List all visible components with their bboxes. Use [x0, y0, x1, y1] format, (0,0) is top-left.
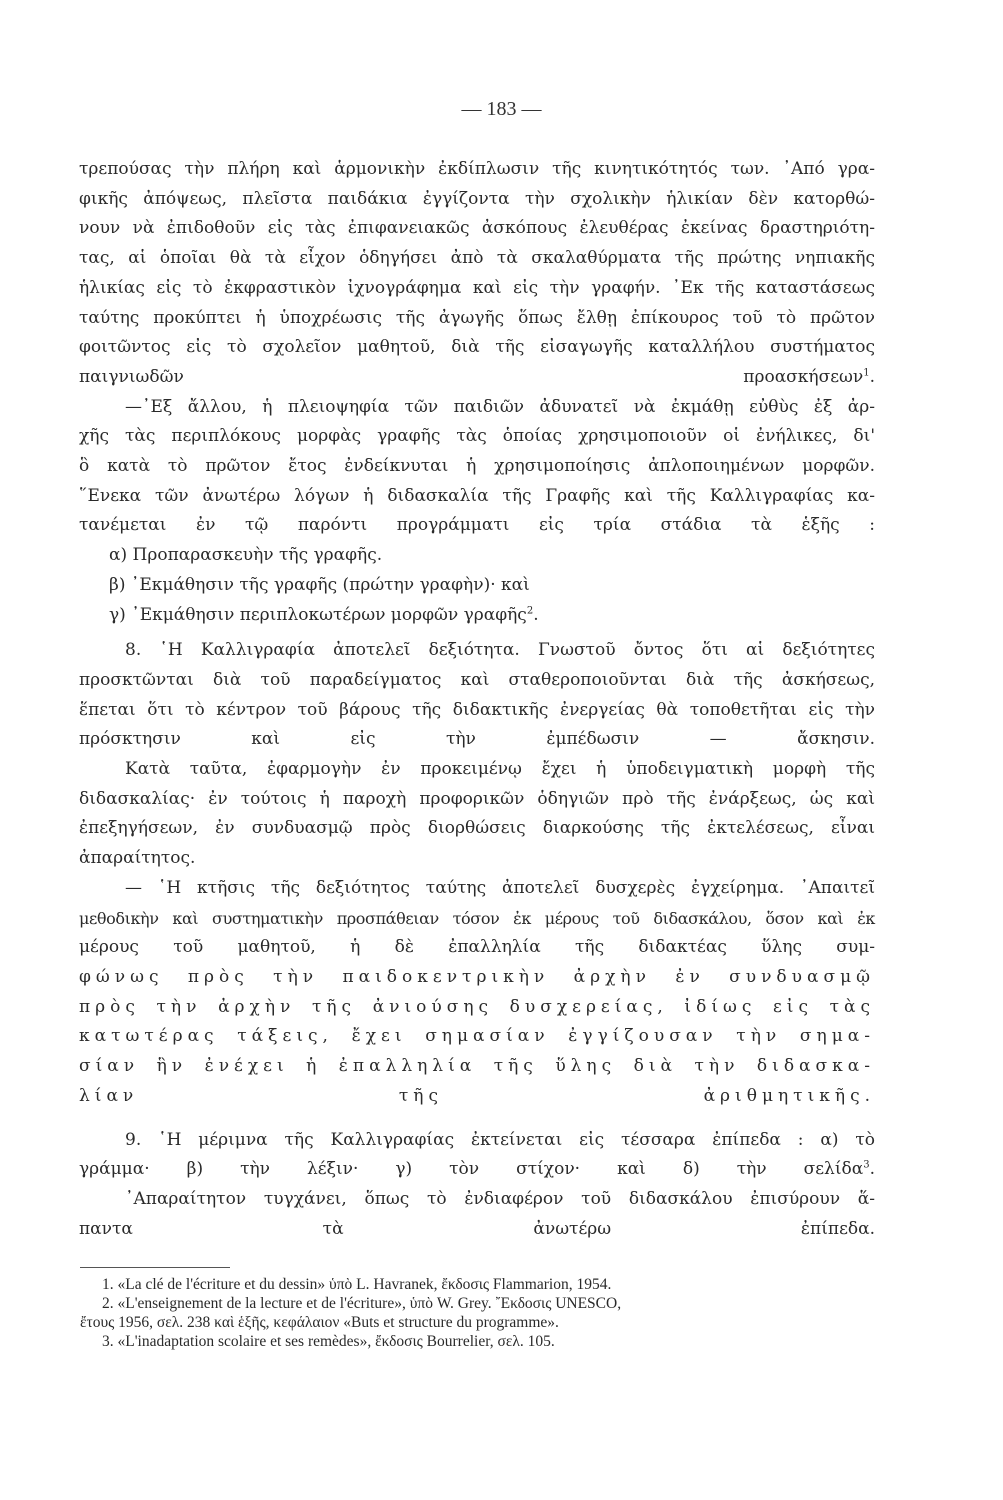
- text-line: φώνως πρὸς τὴν παιδοκεντρικὴν ἀρχὴν ἐν συνδυασμῷ: [79, 966, 875, 987]
- paragraph-4: [79, 755, 875, 785]
- text-line: τας, αἱ ὁποῖαι θὰ τὰ εἶχον ὁδηγήσει ἀπὸ τὰ σκαλαθύρματα τῆς πρώτης νηπιακῆς: [79, 248, 875, 269]
- text-line: — ῾Η κτῆσις τῆς δεξιότητος ταύτης ἀποτελεῖ δυσχερὲς ἐγχείρημα. ᾿Απαιτεῖ: [125, 877, 875, 898]
- text-fragment: γράμμα· β) τὴν λέξιν· γ) τὸν στίχον· καὶ δ) τὴν σελίδα: [79, 1159, 864, 1180]
- text-line: Κατὰ ταῦτα, ἐφαρμογὴν ἐν προκειμένῳ ἔχει ἡ ὑποδειγματικὴ μορφὴ τῆς: [125, 759, 875, 780]
- footnote-ref: 2: [526, 604, 534, 616]
- text-line: φικῆς ἀπόψεως, πλεῖστα παιδάκια ἐγγίζοντα τὴν σχολικὴν ἡλικίαν δὲν κατορθώ-: [79, 188, 875, 209]
- text-line: 9. ῾Η μέριμνα τῆς Καλλιγραφίας ἐκτείνεται εἰς τέσσαρα ἐπίπεδα : α) τὸ: [125, 1129, 875, 1150]
- list-item: β) ᾿Εκμάθησιν τῆς γραφῆς (πρώτην γραφὴν)· καὶ: [109, 574, 530, 595]
- footnote-2: 2. «L'enseignement de la lecture et de l'écriture», ὑπὸ W. Grey. ῎Εκδοσις UNESCO,: [102, 1295, 622, 1312]
- paragraph-3-cont: [79, 666, 875, 755]
- text-line: ἀπαραίτητος.: [79, 848, 196, 869]
- list-item: α) Προπαρασκευὴν τῆς γραφῆς.: [109, 545, 383, 566]
- text-line: γράμμα· β) τὴν λέξιν· γ) τὸν στίχον· καὶ δ) τὴν σελίδα$^3$.: [79, 1159, 875, 1180]
- stages-list: [79, 541, 875, 630]
- text-line: ἐπεξηγήσεων, ἐν συνδυασμῷ πρὸς διορθώσεις διαρκούσης τῆς ἐκτελέσεως, εἶναι: [79, 818, 875, 839]
- paragraph-5: [79, 874, 875, 904]
- footnotes: [80, 1275, 880, 1351]
- text-fragment: γ) ᾿Εκμάθησιν περιπλοκωτέρων μορφῶν γραφῆς: [109, 604, 527, 625]
- text-line: διδασκαλίας· ἐν τούτοις ἡ παροχὴ προφορικῶν ὁδηγιῶν πρὸ τῆς ἐνάρξεως, ὡς καὶ: [79, 788, 875, 809]
- paragraph-2-cont: [79, 422, 875, 541]
- footnote-1: 1. «La clé de l'écriture et du dessin» ὑπὸ L. Havranek, ἔκδοσις Flammarion, 1954.: [102, 1276, 612, 1293]
- paragraph-5-cont: [79, 904, 875, 934]
- footnote-ref: 3: [863, 1159, 870, 1171]
- paragraph-2: [79, 393, 875, 423]
- text-line: μέρους τοῦ μαθητοῦ, ἡ δὲ ἐπαλληλία τῆς διδακτέας ὕλης συμ-: [79, 937, 875, 958]
- text-line: παιγνιωδῶν προασκήσεων$^1$.: [79, 366, 875, 387]
- body-text: [79, 155, 875, 1244]
- text-line: φοιτῶντος εἰς τὸ σχολεῖον μαθητοῦ, διὰ τῆς εἰσαγωγῆς καταλλήλου συστήματος: [79, 337, 875, 358]
- text-line: —᾿Εξ ἄλλου, ἡ πλειοψηφία τῶν παιδιῶν ἀδυνατεῖ νὰ ἐκμάθῃ εὐθὺς ἐξ ἀρ-: [125, 396, 875, 417]
- paragraph-7-cont: [79, 1215, 875, 1245]
- text-line: νουν νὰ ἐπιδοθοῦν εἰς τὰς ἐπιφανειακῶς ἀσκόπους ἐλευθέρας ἐκείνας δραστηριότη-: [79, 218, 875, 239]
- text-line: προσκτῶνται διὰ τοῦ παραδείγματος καὶ σταθεροποιοῦνται διὰ τῆς ἀσκήσεως,: [79, 669, 875, 690]
- text-line: χῆς τὰς περιπλόκους μορφὰς γραφῆς τὰς ὁποίας χρησιμοποιοῦν οἱ ἐνήλικες, δι': [79, 426, 875, 447]
- text-line: ταύτης προκύπτει ἡ ὑποχρέωσις τῆς ἀγωγῆς ὅπως ἔλθῃ ἐπίκουρος τοῦ τὸ πρῶτον: [79, 307, 875, 328]
- text-line: τανέμεται ἐν τῷ παρόντι προγράμματι εἰς τρία στάδια τὰ ἑξῆς :: [79, 515, 875, 536]
- text-line: πρὸς τὴν ἀρχὴν τῆς ἀνιούσης δυσχερείας, ἰδίως εἰς τὰς: [79, 996, 875, 1017]
- paragraph-4-cont: [79, 785, 875, 874]
- text-line: μεθοδικὴν καὶ συστηματικὴν προσπάθειαν τόσον ἐκ μέρους τοῦ διδασκάλου, ὅσον καὶ ἐκ: [79, 908, 875, 928]
- text-line: ᾿Απαραίτητον τυγχάνει, ὅπως τὸ ἐνδιαφέρον τοῦ διδασκάλου ἐπισύρουν ἅ-: [125, 1188, 875, 1209]
- text-line: κατωτέρας τάξεις, ἔχει σημασίαν ἐγγίζουσαν τὴν σημα-: [79, 1026, 875, 1047]
- text-line: πρόσκτησιν καὶ εἰς τὴν ἐμπέδωσιν — ἄσκησιν.: [79, 729, 875, 750]
- text-line: ὃ κατὰ τὸ πρῶτον ἔτος ἐνδείκνυται ἡ χρησιμοποίησις ἀπλοποιημένων μορφῶν.: [79, 456, 875, 477]
- text-line: σίαν ἣν ἐνέχει ἡ ἐπαλληλία τῆς ὕλης διὰ τὴν διδασκα-: [79, 1056, 875, 1077]
- text-line: παντα τὰ ἀνωτέρω ἐπίπεδα.: [79, 1218, 875, 1239]
- paragraph-1: [79, 155, 875, 393]
- paragraph-5-spaced: [79, 933, 875, 1111]
- paragraph-6-cont: [79, 1155, 875, 1185]
- footnote-2-cont: ἔτους 1956, σελ. 238 καὶ ἑξῆς, κεφάλαιον «Buts et structure du programme».: [80, 1314, 559, 1331]
- paragraph-6: [79, 1126, 875, 1156]
- footnote-ref: 1: [863, 367, 870, 379]
- footnote-divider: [80, 1267, 230, 1268]
- text-line: τρεπούσας τὴν πλήρη καὶ ἁρμονικὴν ἐκδίπλωσιν τῆς κινητικότητός των. ᾿Από γρα-: [79, 159, 875, 179]
- text-line: ἡλικίας εἰς τὸ ἐκφραστικὸν ἰχνογράφημα καὶ εἰς τὴν γραφήν. ᾿Εκ τῆς καταστάσεως: [79, 277, 875, 298]
- text-line: ῞Ενεκα τῶν ἀνωτέρω λόγων ἡ διδασκαλία τῆς Γραφῆς καὶ τῆς Καλλιγραφίας κα-: [79, 485, 875, 506]
- paragraph-3: [79, 636, 875, 666]
- text-fragment: παιγνιωδῶν προασκήσεων: [79, 366, 864, 387]
- page-number: — 183 —: [461, 98, 542, 120]
- footnote-3: 3. «L'inadaptation scolaire et ses remèdes», ἔκδοσις Bourrelier, σελ. 105.: [102, 1333, 555, 1350]
- paragraph-7: [79, 1185, 875, 1215]
- text-line: ἕπεται ὅτι τὸ κέντρον τοῦ βάρους τῆς διδακτικῆς ἐνεργείας θὰ τοποθετῆται εἰς τὴν: [79, 699, 875, 720]
- text-line: 8. ῾Η Καλλιγραφία ἀποτελεῖ δεξιότητα. Γνωστοῦ ὄντος ὅτι αἱ δεξιότητες: [125, 640, 875, 661]
- list-item: γ) ᾿Εκμάθησιν περιπλοκωτέρων μορφῶν γραφῆς$^2$.: [109, 604, 539, 625]
- text-line: λίαν τῆς ἀριθμητικῆς.: [79, 1085, 875, 1106]
